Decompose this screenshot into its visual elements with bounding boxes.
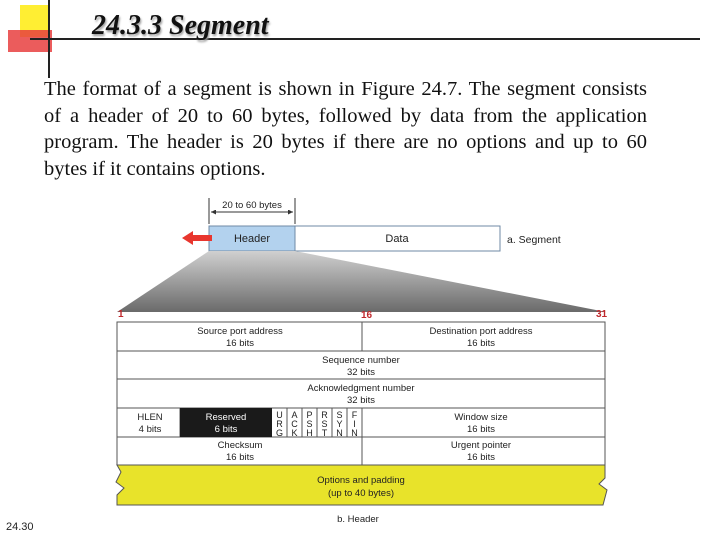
bit-label-1: 1 xyxy=(118,309,124,320)
ack-label: Acknowledgment number xyxy=(307,383,415,394)
slide-number: 24.30 xyxy=(6,521,34,533)
slide-title: 24.3.3 Segment xyxy=(92,10,269,41)
sequence-bits: 32 bits xyxy=(347,367,375,378)
flag-letter: P xyxy=(306,410,313,420)
flag-letter: U xyxy=(276,410,283,420)
flag-letter: G xyxy=(275,428,284,438)
flag-letter: S xyxy=(336,410,343,420)
body-text: The format of a segment is shown in Figure 24.7. The segment consists of a header of 20 to 60 bytes, followed by data from the application program. The header is 20 bytes if there are no options and up to 60 bytes if it contains options. xyxy=(44,78,647,180)
expansion-funnel xyxy=(117,251,606,312)
bit-label-16: 16 xyxy=(361,310,373,321)
flag-letter: K xyxy=(291,428,298,438)
flag-letter: N xyxy=(351,428,358,438)
segment-caption: a. Segment xyxy=(507,234,561,246)
options-label: Options and padding xyxy=(317,475,405,486)
header-label: Header xyxy=(233,233,271,245)
flag-letter: I xyxy=(353,419,356,429)
flag-letter: Y xyxy=(336,419,343,429)
window-bits: 16 bits xyxy=(467,424,495,435)
size-arrowhead-left xyxy=(211,210,216,215)
hlen-bits: 4 bits xyxy=(138,424,162,435)
checksum-label: Checksum xyxy=(217,440,263,451)
red-arrow-icon xyxy=(182,231,212,245)
window-label: Window size xyxy=(454,412,508,423)
bit-label-31: 31 xyxy=(596,309,608,320)
size-label: 20 to 60 bytes xyxy=(222,200,282,211)
urgent-bits: 16 bits xyxy=(467,452,495,463)
flag-letter: T xyxy=(321,428,328,438)
segment-diagram xyxy=(182,198,561,251)
size-arrowhead-right xyxy=(288,210,293,215)
source-port-bits: 16 bits xyxy=(226,338,254,349)
flag-letter: F xyxy=(351,410,358,420)
flag-letter: R xyxy=(276,419,283,429)
options-size: (up to 40 bytes) xyxy=(327,488,395,499)
flag-letter: C xyxy=(291,419,298,429)
ack-bits: 32 bits xyxy=(347,395,375,406)
header-caption: b. Header xyxy=(337,514,379,525)
data-label: Data xyxy=(385,233,409,245)
hlen-label: HLEN xyxy=(137,412,163,423)
flag-letter: H xyxy=(306,428,313,438)
header-diagram xyxy=(116,309,608,525)
sequence-label: Sequence number xyxy=(322,355,400,366)
flag-letter: S xyxy=(321,419,328,429)
checksum-bits: 16 bits xyxy=(226,452,254,463)
flag-letter: N xyxy=(336,428,343,438)
dest-port-label: Destination port address xyxy=(429,326,533,337)
flag-letter: S xyxy=(306,419,313,429)
flag-letter: R xyxy=(321,410,328,420)
flag-letter: A xyxy=(291,410,298,420)
urgent-label: Urgent pointer xyxy=(450,440,512,451)
reserved-bits: 6 bits xyxy=(214,424,238,435)
dest-port-bits: 16 bits xyxy=(467,338,495,349)
reserved-label: Reserved xyxy=(205,412,247,423)
source-port-label: Source port address xyxy=(197,326,283,337)
